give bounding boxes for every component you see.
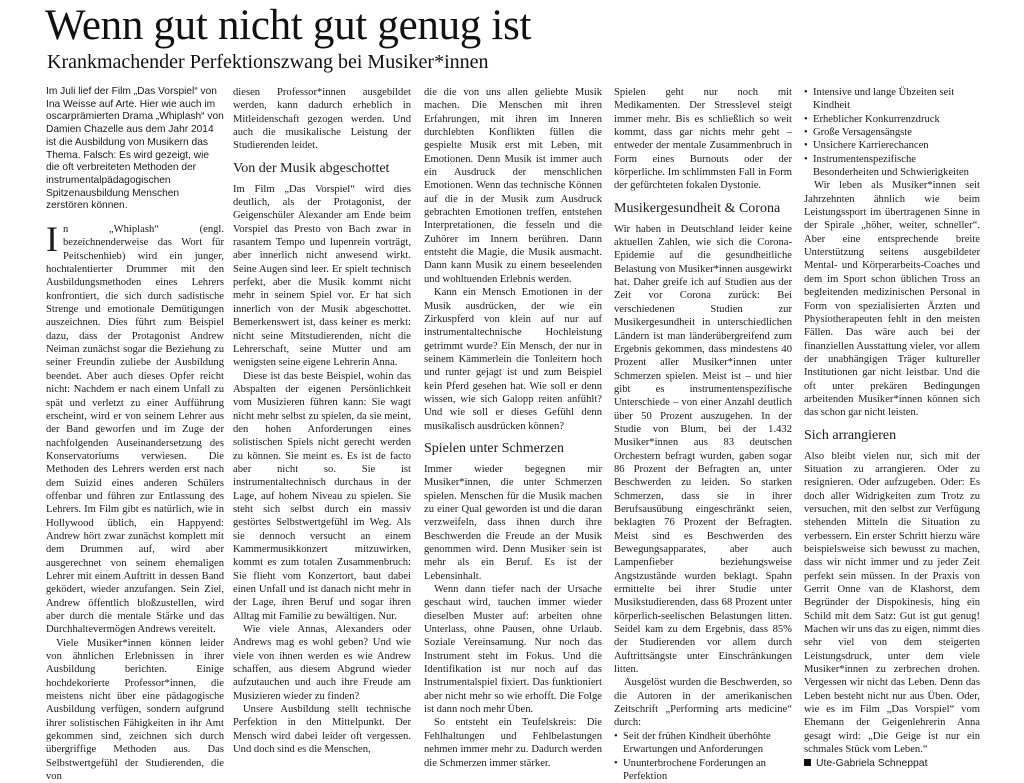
body-paragraph: Viele Musiker*innen können leider von ähnlichen Erlebnissen in ihrer Ausbildung berichten. Einige hochdekorierte Professor*innen, die meistens nicht über eine pädagogische Ausbildung verfügen, sondern aufgrund ihrer solistischen Fähigkeiten in ihr Amt gekommen sind, zeichnen sich durch übergriffige Methoden aus. Das Selbstwertgefühl der Studierenden, die von (46, 637, 224, 783)
dropcap: I (46, 225, 58, 253)
cause-list (614, 730, 792, 783)
body-paragraph: Kann ein Mensch Emotionen in der Musik ausdrücken, der wie ein Zirkuspferd von klein auf nur auf instrumentaltechnische Hochleistung getrimmt wurde? Ein Mensch, der nur in seinem Kämmerlein die Tonleitern hoch und runter gejagt ist und zum Beispiel kein Pferd gesehen hat. Wie soll er denn wissen, wie sich Galopp reiten anfühlt? Und wie soll er dieses Gefühl denn musikalisch ausdrücken können? (424, 286, 602, 433)
column-2 (233, 86, 411, 757)
list-item: • Unsichere Karrierechancen (804, 139, 980, 152)
body-paragraph: Diese ist das beste Beispiel, wohin das Abspalten der eigenen Persönlichkeit vom Musizieren führen kann: Sie wagt nicht mehr selbst zu spielen, da sie meint, den hohen Anforderungen eines solistischen Spiels nicht gerecht werden zu können. Sie meint es. Es ist de facto aber nicht so. Sie ist instrumentaltechnisch durchaus in der Lage, auf hohem Niveau zu spielen. Sie steht sich selbst durch ein massiv gestörtes Selbstwertgefühl im Weg. Als sie dennoch versucht an einem Kammermusikkonzert mitzuwirken, kommt es zum totalen Zusammenbruch: Sie flieht vom Konzertort, baut dabei einen Unfall und ist danach nicht mehr in der Lage, ihren Beruf und sogar ihren Alltag mit Familie zu bewältigen. Nur. (233, 370, 411, 624)
body-paragraph: Also bleibt vielen nur, sich mit der Situation zu arrangieren. Oder zu resignieren. Oder aufzugeben. Oder: Es doch aller Widrigkeiten zum Trotz zu versuchen, mit den selbst zur Verfügung stehenden Mitteln die Situation zu verbessern. Ein erster Schritt hierzu wäre beispielsweise sich bewusst zu machen, dass wir nicht immer und zu jeder Zeit perfekt sein müssen. In der Praxis von Gerrit Onne van de Klashorst, dem Begründer der Dispokinesis, hing ein Schild mit dem Satz: Gut ist gut genug! Machen wir uns das zu eigen, nimmt dies sehr viel von dem steigerten Leistungsdruck, unter dem viele Musiker*innen zu zerbrechen drohen. Vergessen wir nicht das Leben. Denn das Leben besteht nicht nur aus Üben. Oder, wie es im Film „Das Vorspiel“ vom Ehemann der Geigenlehrerin Anna gesagt wird: „Die Geige ist nur ein schmales Stück vom Leben.“ (804, 450, 980, 757)
list-item: • Erheblicher Konkurrenzdruck (804, 113, 980, 126)
section-heading: Spielen unter Schmerzen (424, 441, 602, 457)
body-paragraph: Wenn dann tiefer nach der Ursache geschaut wird, tauchen immer wieder dieselben Muster auf: arbeiten ohne Unterlass, ohne Pausen, ohne Urlaub. Soziale Vereinsamung. Nur noch das Instrument steht im Fokus. Und die Identifikation ist nur noch auf das Instrumentalspiel fixiert. Das funktioniert aber nicht mehr so wie erhofft. Die Folge ist dann noch mehr Üben. (424, 583, 602, 716)
body-paragraph: Spielen geht nur noch mit Medikamenten. Der Stresslevel steigt immer mehr. Bis es schließlich so weit kommt, dass gar nichts mehr geht – entweder der mentale Zusammenbruch in Form eines Burnouts oder der körperliche. Im schlimmsten Fall in Form der gefürchteten fokalen Dystonie. (614, 86, 792, 193)
body-paragraph: Immer wieder begegnen mir Musiker*innen, die unter Schmerzen spielen. Menschen für die Musik machen zu einer Qual geworden ist und die daran verzweifeln, dass ihnen durch ihre Beschwerden die Freude an der Musik genommen wird. Denn Musiker sein ist mehr als ein Beruf. Es ist der Lebensinhalt. (424, 463, 602, 583)
intro-text: Im Juli lief der Film „Das Vorspiel“ von Ina Weisse auf Arte. Hier wie auch im oscarprämierten Drama „Whiplash“ von Damien Chazelle aus dem Jahr 2014 ist die Ausbildung von Musikern das Thema. Falsch: Es wird gezeigt, wie die oft verbreiteten Methoden der instrumentalpädagogischen Spitzenausbildung Menschen zerstören können. (46, 86, 224, 213)
column-5 (804, 86, 980, 770)
author-byline (804, 757, 980, 770)
section-heading: Musikergesundheit & Corona (614, 201, 792, 217)
body-paragraph: Wie viele Annas, Alexanders oder Andrews mag es wohl geben? Und wie viele von ihnen werden es wie Andrew schaffen, aus diesem Abgrund wieder aufzutauchen und auch ihre Freude am Musizieren wieder zu finden? (233, 623, 411, 703)
body-paragraph: Ausgelöst wurden die Beschwerden, so die Autoren in der amerikanischen Zeitschrift „Performing arts medicine“ durch: (614, 676, 792, 729)
body-paragraph: diesen Professor*innen ausgebildet werden, kann dadurch erheblich in Mitleidenschaft gezogen werden. Und auch die musikalische Leistung der Studierenden leidet. (233, 86, 411, 153)
column-1 (46, 86, 224, 783)
section-heading: Von der Musik abgeschottet (233, 161, 411, 177)
list-item: • Ununterbrochene Forderungen an Perfektion (614, 757, 792, 783)
body-paragraph: Unsere Ausbildung stellt technische Perfektion in den Mittelpunkt. Der Mensch wird dabei leider oft vergessen. Und doch sind es die Menschen, (233, 703, 411, 756)
column-4 (614, 86, 792, 783)
body-paragraph: So entsteht ein Teufelskreis: Die Fehlhaltungen und Fehlbelastungen nehmen immer mehr zu. Dadurch werden die Schmerzen immer stärker. (424, 716, 602, 769)
body-paragraph: die die von uns allen geliebte Musik machen. Die Menschen mit ihren Erfahrungen, mit ihren im Inneren durchlebten Konflikten füllen die gespielte Musik erst mit Leben, mit Emotionen. Denn Musik ist immer auch ein Ausdruck der menschlichen Emotionen. Wenn das technische Können auf die in der Musik zum Ausdruck gebrachten Emotionen treffen, entstehen Interpretationen, die fesseln und die Zuhörer im Innern berühren. Dann entsteht die Magie, die Musik ausmacht. Dann kann Musik zu einem beseelenden und wohltuenden Erlebnis werden. (424, 86, 602, 286)
list-item: • Instrumentenspezifische Besonderheiten und Schwierigkeiten (804, 153, 980, 180)
subheadline: Krankmachender Perfektionszwang bei Musiker*innen (47, 50, 489, 74)
body-paragraph: Wir haben in Deutschland leider keine aktuellen Zahlen, wie sich die Corona-Epidemie auf die gesundheitliche Belastung von Musiker*innen ausgewirkt hat. Daher greife ich auf Studien aus der Zeit vor Corona zurück: Bei verschiedenen Studien zur Musikergesundheit in unterschiedlichen Ländern ist man länderübergreifend zum Ergebnis gekommen, dass mindestens 40 Prozent aller Musiker*innen unter Schmerzen spielen. Meist ist – und hier gibt es instrumentenspezifische Unterschiede – von einer Anzahl deutlich über 50 Prozent auszugehen. In der Studie von Blum, bei der 1.432 Musiker*innen aus 83 deutschen Orchestern befragt wurden, gaben sogar 86 Prozent der Befragten an, unter Beschwerden zu leiden. So starken Schmerzen, dass sie in ihrer Berufsausübung eingeschränkt seien, beklagten 76 Prozent der Befragten. Meist sind es Beschwerden des Bewegungsapparates, aber auch Lampenfieber beziehungsweise Angstzustände wurden beklagt. Spahn ermittelte bei ihrer Studie unter Musikstudierenden, dass 68 Prozent unter körperlich-seelischen Belastungen litten. Seidel kam zu dem Ergebnis, dass 85% der Studierenden vor allem durch Auftrittsängste unter Einschränkungen litten. (614, 223, 792, 677)
body-paragraph: Wir leben als Musiker*innen seit Jahrzehnten ähnlich wie beim Leistungssport im übertragenen Sinne in der Spirale „höher, weiter, schneller“. Aber eine entsprechende breite Unterstützung seitens ausgebildeter Mental- und Körperarbeits-Coaches und dem im Sport schon üblichen Tross an begleitenden medizinischen Personal in Form von spezialisierten Ärzten und Physiotherapeuten fehlt in den meisten Fällen. Das wäre auch bei der finanziellen Ausstattung vieler, vor allem der unabhängigen Träger kultureller Institutionen gar nicht leistbar. Und die oft unter prekären Bedingungen arbeitenden Musiker*innen können sich das schon gar nicht leisten. (804, 179, 980, 419)
headline: Wenn gut nicht gut genug ist (45, 2, 531, 50)
body-text: n „Whiplash“ (engl. bezeichnenderweise das Wort für Peitschenhieb) wird ein junger, hochtalentierter Drummer mit den Ausbildungsmethoden eines Lehrers konfrontiert, die sich durch sadistische Strenge und emotionale Demütigungen auszeichnen. Dies führt zum Beispiel dazu, dass der Protagonist Andrew Neiman zunächst sogar die Beziehung zu seiner Freundin zuliebe der Ausbildung beendet. Aber auch dieses Opfer reicht nicht: Nachdem er nach einem Unfall zu spät und verletzt zu einer Aufführung erscheint, wird er von seinem Lehrer aus der Band geworfen und im Zuge der nachfolgenden Auseinandersetzung des Konservatoriums verwiesen. Die Methoden des Lehrers werden erst nach dem Suizid eines anderen Schülers offenbar und führen zur Entlassung des Lehrers. Im Film gibt es natürlich, wie in Hollywood üblich, ein Happyend: Andrew hört zwar zunächst komplett mit dem Drummen auf, wird aber ausgerechnet von seinem ehemaligen Lehrer mit einem Auftritt in dessen Band geködert, wieder anzufangen. Sein Ziel, Andrew öffentlich bloßzustellen, wird aber durch die mentale Stärke und das Durchhaltevermögen Andrews vereitelt. (46, 224, 224, 635)
cause-list-continued (804, 86, 980, 179)
body-paragraph: Im Film „Das Vorspiel“ wird dies deutlich, als der Protagonist, der Geigenschüler Alexander am Ende beim Vorspiel das Presto von Bach zwar in rasantem Tempo und lupenrein vorträgt, aber innerlich nicht anwesend wirkt. Seine Augen sind leer. Er spielt technisch perfekt, aber die Musik kommt nicht mehr in seinem Spiel vor. Er hat sich innerlich von der Musik abgeschottet. Bemerkenswert ist, dass keiner es merkt: nicht seine Mitstudierenden, nicht die Lehrerschaft, seine Mutter und am wenigsten seine eigene Lehrerin Anna. (233, 183, 411, 370)
author-name: Ute-Gabriela Schneppat (816, 758, 927, 769)
body-paragraph (46, 223, 224, 637)
list-item: • Seit der frühen Kindheit überhöhte Erwartungen und Anforderungen (614, 730, 792, 757)
column-3 (424, 86, 602, 770)
list-item: • Große Versagensängste (804, 126, 980, 139)
list-item: • Intensive und lange Übzeiten seit Kindheit (804, 86, 980, 113)
author-square-icon (804, 759, 811, 766)
section-heading: Sich arrangieren (804, 428, 980, 444)
